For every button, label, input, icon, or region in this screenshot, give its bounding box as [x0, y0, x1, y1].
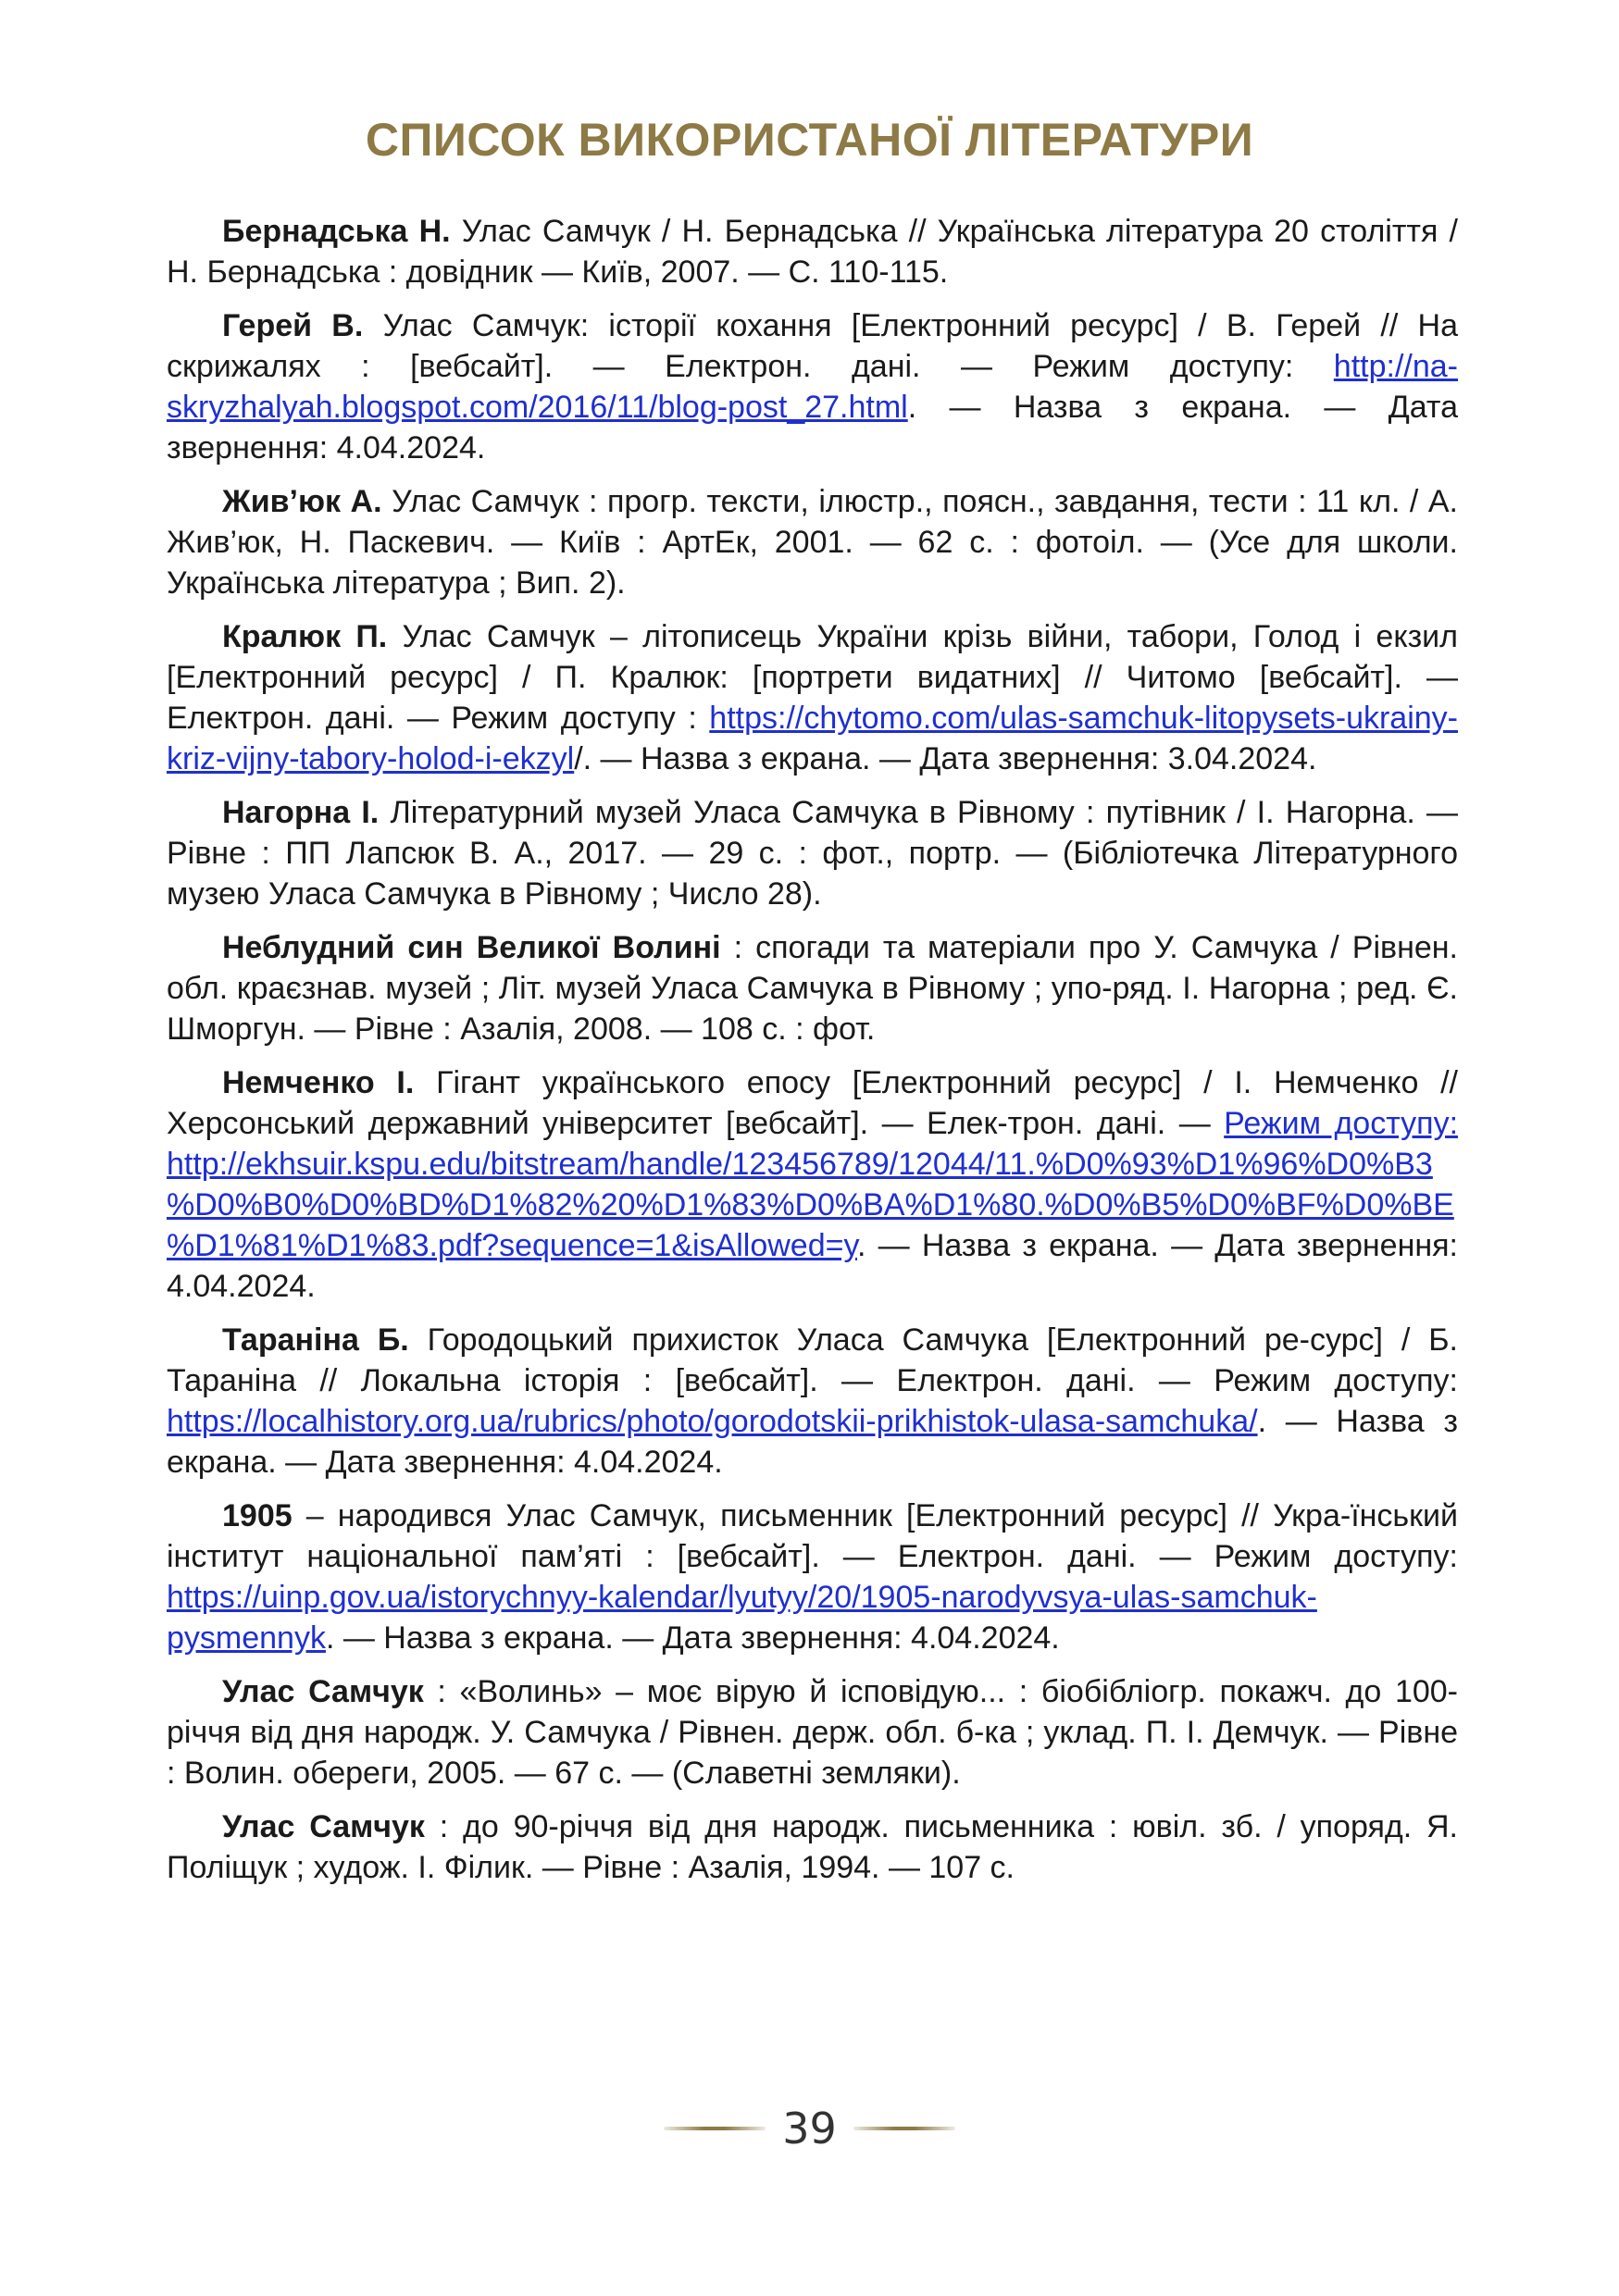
entry-text: – народився Улас Самчук, письменник [Електронний ресурс] // Укра-їнський інститут національної пам’яті : [вебсайт]. — Електрон. дані. — Режим доступу:: [167, 1498, 1458, 1574]
entry-text: : спогади та матеріали про У. Самчука / Рівнен. обл. краєзнав. музей ; Літ. музей Уласа Самчука в Рівному ; упо-ряд. І. Нагорна ; ред. Є. Шморгун. — Рівне : Азалія, 2008. — 108 с. : фот.: [167, 930, 1458, 1047]
entry-text: Улас Самчук : прогр. тексти, ілюстр., поясн., завдання, тести : 11 кл. / А. Жив’юк, Н. Паскевич. — Київ : АртЕк, 2001. — 62 с. : фотоіл. — (Усе для школи. Українська література ; Вип. 2).: [167, 484, 1459, 601]
entry-author: Кралюк П.: [222, 619, 388, 654]
entry-text: : до 90-річчя від дня народж. письменника : ювіл. зб. / упоряд. Я. Поліщук ; худож. І. Філик. — Рівне : Азалія, 1994. — 107 с.: [167, 1809, 1458, 1885]
bibliography-entry: [167, 792, 1458, 914]
entry-author: Бернадська Н.: [222, 214, 451, 249]
bibliography-entry: [167, 1671, 1458, 1793]
entry-text-after: . — Назва з екрана. — Дата звернення: 4.04.2024.: [167, 1404, 1458, 1480]
entry-link[interactable]: https://chytomo.com/ulas-samchuk-litopysets-ukrainy-kriz-vijny-tabory-holod-i-ekzyl: [167, 701, 1458, 776]
bibliography-entry: [167, 305, 1458, 468]
bibliography-entry: [167, 481, 1458, 603]
footer-rule-left: [664, 2127, 766, 2130]
footer-rule-right: [853, 2127, 955, 2130]
entry-text-after: . — Назва з екрана. — Дата звернення: 4.04.2024.: [167, 1228, 1458, 1304]
entry-author: Герей В.: [222, 308, 364, 343]
entry-text: Городоцький прихисток Уласа Самчука [Електронний ре-сурс] / Б. Тараніна // Локальна історія : [вебсайт]. — Електрон. дані. — Режим доступу:: [167, 1322, 1458, 1398]
bibliography-entry: [167, 211, 1458, 292]
entry-link[interactable]: Режим доступу: http://ekhsuir.kspu.edu/bitstream/handle/123456789/12044/11.%D0%93%D1%96%D0%B3%D0%B0%D0%BD%D1%82%20%D1%83%D0%BA%D1%80.%D0%B5%D0%BF%D0%BE%D1%81%D1%83.pdf?sequence=1&isAllowed=y: [167, 1106, 1459, 1263]
page-footer: [0, 2101, 1619, 2156]
bibliography-entry: [167, 1496, 1458, 1658]
entry-author: 1905: [222, 1498, 293, 1533]
entry-link[interactable]: http://na-skryzhalyah.blogspot.com/2016/11/blog-post_27.html: [167, 349, 1458, 425]
bibliography-entry: [167, 616, 1458, 779]
entry-text-after: /. — Назва з екрана. — Дата звернення: 3.04.2024.: [574, 741, 1317, 776]
entry-text: : «Волинь» – моє вірую й ісповідую... : біобібліогр. покажч. до 100-річчя від дня народж. У. Самчука / Рівнен. держ. обл. б-ка ; уклад. П. І. Демчук. — Рівне : Волин. обереги, 2005. — 67 с. — (Славетні земляки).: [167, 1674, 1458, 1791]
page-title: СПИСОК ВИКОРИСТАНОЇ ЛІТЕРАТУРИ: [365, 114, 1254, 166]
entry-text-after: . — Назва з екрана. — Дата звернення: 4.04.2024.: [325, 1620, 1060, 1656]
bibliography-entry: [167, 1320, 1458, 1483]
entry-author: Нагорна І.: [222, 795, 380, 830]
entry-text: Улас Самчук – літописець України крізь війни, табори, Голод і екзил [Електронний ресурс] / П. Кралюк: [портрети видатних] // Читомо [вебсайт]. — Електрон. дані. — Режим доступу :: [167, 619, 1458, 736]
entry-author: Жив’юк А.: [222, 484, 382, 519]
entry-text: Гігант українського епосу [Електронний ресурс] / І. Немченко // Херсонський державний університет [вебсайт]. — Елек-трон. дані. —: [167, 1065, 1458, 1141]
entry-author: Тараніна Б.: [222, 1322, 409, 1358]
bibliography-entry: [167, 1062, 1458, 1307]
bibliography-list: [167, 211, 1458, 1901]
entry-author: Улас Самчук: [222, 1809, 425, 1844]
entry-author: Улас Самчук: [222, 1674, 424, 1709]
entry-text-after: . — Назва з екрана. — Дата звернення: 4.04.2024.: [167, 390, 1458, 465]
entry-author: Неблудний син Великої Волині: [222, 930, 721, 965]
page-number: 39: [782, 2104, 837, 2153]
bibliography-entry: [167, 927, 1458, 1049]
entry-text: Літературний музей Уласа Самчука в Рівному : путівник / І. Нагорна. — Рівне : ПП Лапсюк В. А., 2017. — 29 с. : фот., портр. — (Бібліотечка Літературного музею Уласа Самчука в Рівному ; Число 28).: [167, 795, 1459, 912]
entry-author: Немченко І.: [222, 1065, 415, 1100]
entry-text: Улас Самчук: історії кохання [Електронний ресурс] / В. Герей // На скрижалях : [вебсайт]. — Електрон. дані. — Режим доступу:: [167, 308, 1458, 384]
entry-link[interactable]: https://uinp.gov.ua/istorychnyy-kalendar/lyutyy/20/1905-narodyvsya-ulas-samchuk-pysmennyk: [167, 1580, 1317, 1656]
entry-text: Улас Самчук / Н. Бернадська // Українська література 20 століття / Н. Бернадська : довідник — Київ, 2007. — С. 110-115.: [167, 214, 1458, 290]
bibliography-entry: [167, 1806, 1458, 1888]
entry-link[interactable]: https://localhistory.org.ua/rubrics/photo/gorodotskii-prikhistok-ulasa-samchuka/: [167, 1404, 1258, 1439]
